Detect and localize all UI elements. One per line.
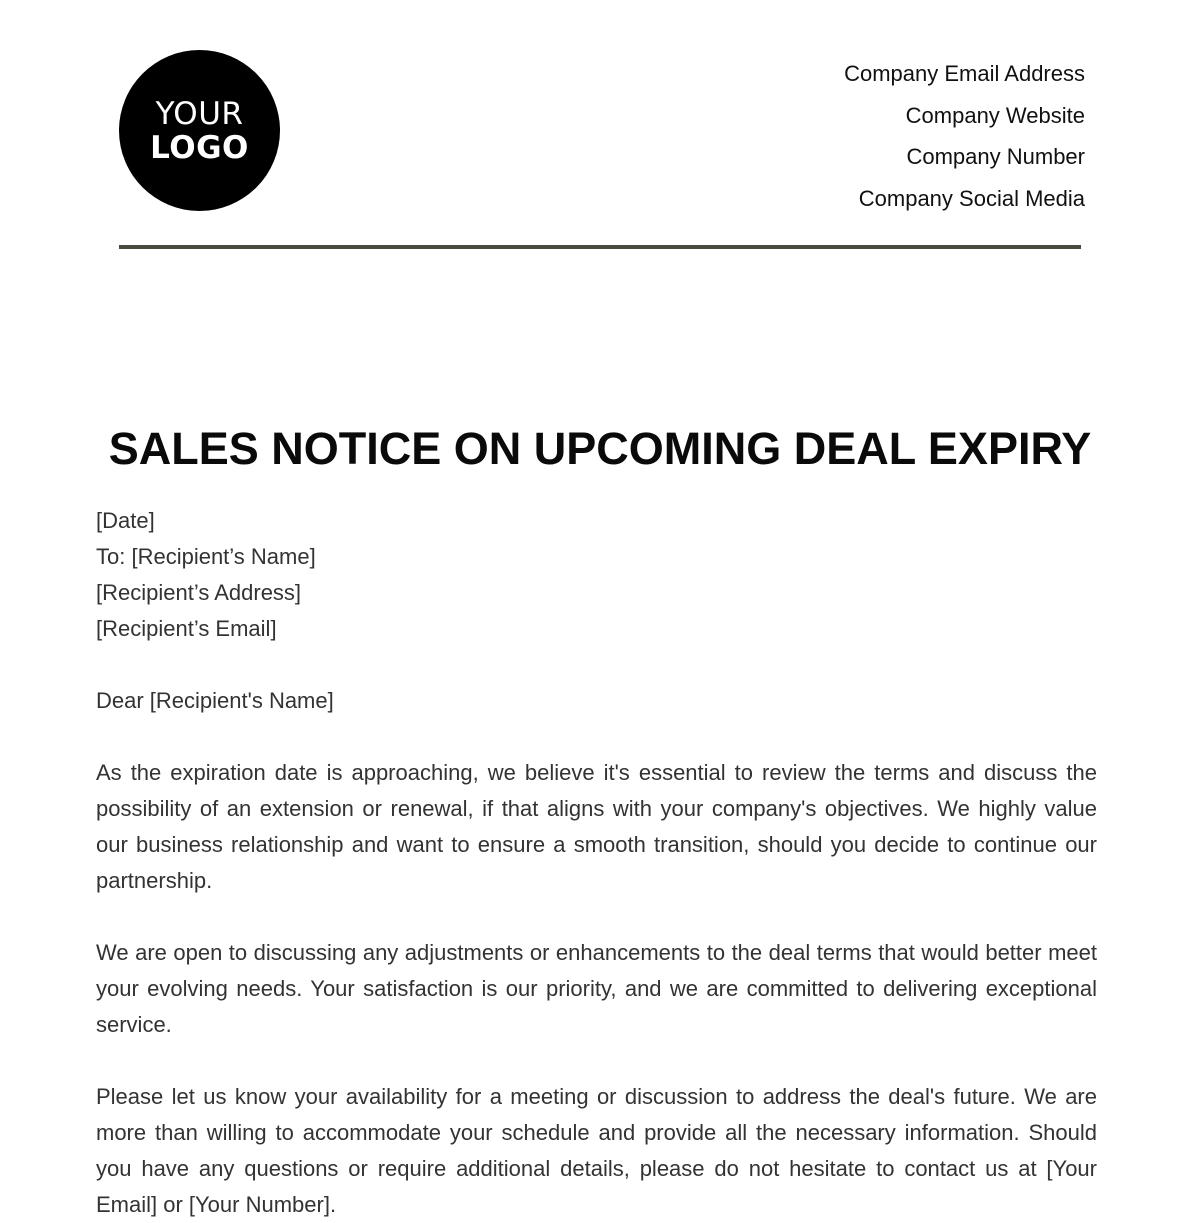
- company-social-media: Company Social Media: [858, 185, 1085, 211]
- spacer: [96, 899, 1097, 935]
- spacer: [96, 647, 1097, 683]
- spacer: [96, 1043, 1097, 1079]
- recipient-address: [Recipient’s Address]: [96, 580, 302, 605]
- letter-date: [Date]: [96, 508, 155, 533]
- spacer: [96, 719, 1097, 755]
- company-logo: [119, 50, 280, 211]
- logo-text-line2: LOGO: [150, 129, 249, 166]
- header-divider: [119, 245, 1081, 249]
- logo-text-line1: YOUR: [155, 95, 244, 132]
- letter-body: [96, 503, 1097, 1223]
- letter-paragraph-1: As the expiration date is approaching, we believe it's essential to review the terms and discuss the possibility of an extension or renewal, if that aligns with your company's objectives. We highly value our business relationship and want to ensure a smooth transition, should you decide to continue our partnership.: [96, 760, 1097, 893]
- company-number: Company Number: [906, 144, 1085, 169]
- document-title: SALES NOTICE ON UPCOMING DEAL EXPIRY: [108, 423, 1092, 474]
- company-website: Company Website: [905, 102, 1085, 128]
- company-email: Company Email Address: [844, 61, 1085, 86]
- letter-paragraph-3: Please let us know your availability for a meeting or discussion to address the deal's future. We are more than willing to accommodate your schedule and provide all the necessary information. Should you have any questions or require additional details, please do not hesitate to contact us at [Your Email] or [Your Number].: [96, 1084, 1097, 1217]
- company-contact-block: [844, 53, 1085, 219]
- letter-paragraph-2: We are open to discussing any adjustments or enhancements to the deal terms that would better meet your evolving needs. Your satisfaction is our priority, and we are committed to delivering exceptional service.: [96, 940, 1097, 1037]
- recipient-email: [Recipient’s Email]: [96, 616, 277, 641]
- recipient-name: To: [Recipient’s Name]: [96, 544, 316, 569]
- letter-greeting: Dear [Recipient's Name]: [96, 688, 334, 713]
